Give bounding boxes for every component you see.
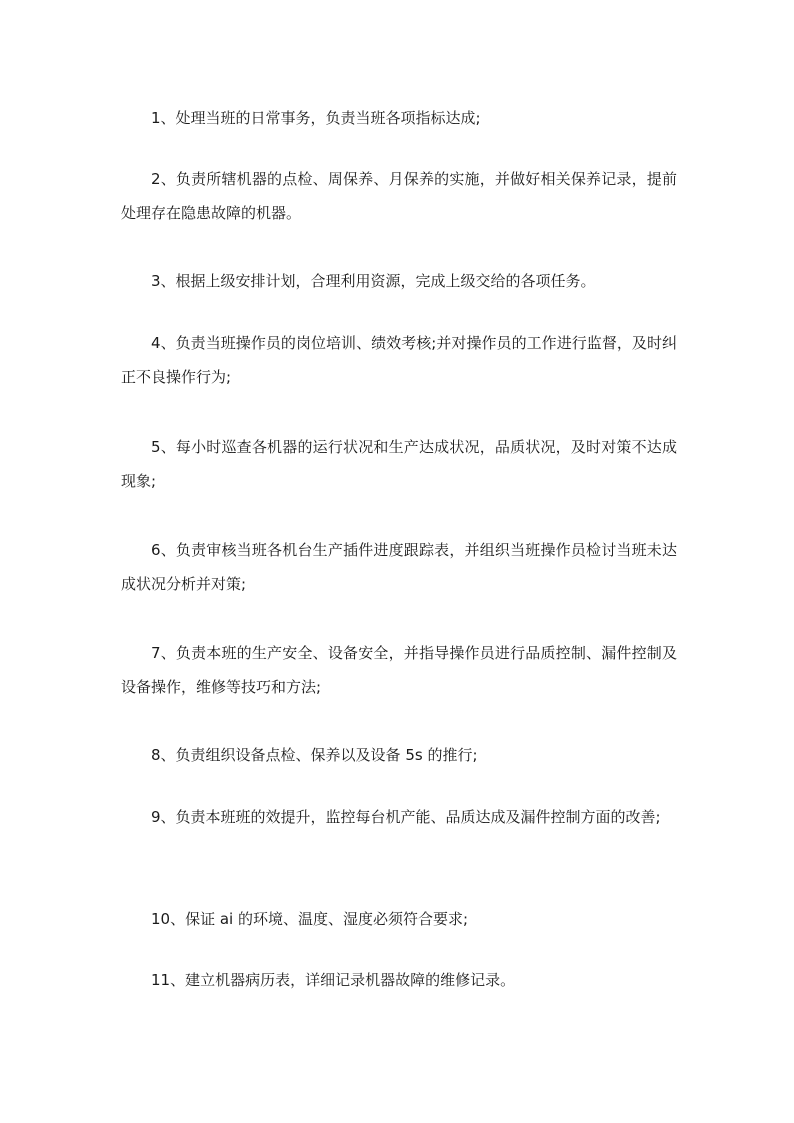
duty-item-4: 4、负责当班操作员的岗位培训、绩效考核;并对操作员的工作进行监督，及时纠正不良操作行为; [121,334,677,386]
duty-item-3: 3、根据上级安排计划，合理利用资源，完成上级交给的各项任务。 [151,272,596,290]
duty-item-9: 9、负责本班班的效提升，监控每台机产能、品质达成及漏件控制方面的改善; [151,808,661,826]
duty-item-1: 1、处理当班的日常事务，负责当班各项指标达成; [151,109,481,127]
duty-item-10: 10、保证 ai 的环境、温度、湿度必须符合要求; [151,910,469,928]
duty-item-6: 6、负责审核当班各机台生产插件进度跟踪表，并组织当班操作员检讨当班未达成状况分析并对策; [121,541,677,593]
duty-item-5: 5、每小时巡查各机器的运行状况和生产达成状况，品质状况，及时对策不达成现象; [121,438,677,490]
duty-item-11: 11、建立机器病历表，详细记录机器故障的维修记录。 [151,971,516,989]
duty-item-7: 7、负责本班的生产安全、设备安全，并指导操作员进行品质控制、漏件控制及设备操作，维修等技巧和方法; [121,644,677,696]
duty-item-2: 2、负责所辖机器的点检、周保养、月保养的实施，并做好相关保养记录，提前处理存在隐患故障的机器。 [121,170,677,222]
duty-item-8: 8、负责组织设备点检、保养以及设备 5s 的推行; [151,746,478,764]
